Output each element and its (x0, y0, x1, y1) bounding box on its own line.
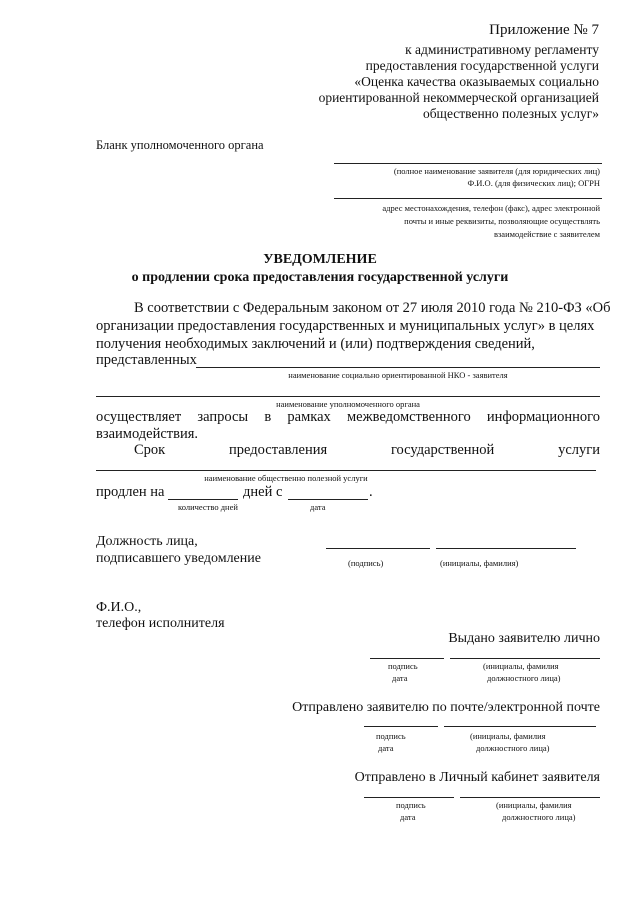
appendix-line: общественно полезных услуг» (422, 106, 599, 121)
applicant-address-line (334, 198, 602, 199)
signature-line (326, 548, 430, 549)
word: услуги (558, 442, 600, 458)
issued-initials-line (450, 658, 600, 659)
blank-label: Бланк уполномоченного органа (96, 138, 264, 152)
document-subtitle: о продлении срока предоставления государственной услуги (131, 270, 509, 285)
mail-sign-line (364, 726, 438, 727)
issued-sign-line (370, 658, 444, 659)
word: рамках (287, 409, 331, 425)
issued-heading: Выдано заявителю лично (448, 631, 600, 646)
word: предоставления (229, 442, 328, 458)
mail-heading: Отправлено заявителю по почте/электронной почте (292, 700, 600, 715)
service-caption: наименование общественно полезной услуги (204, 473, 368, 483)
term-line (134, 442, 600, 459)
word: запросы (197, 409, 249, 425)
position-label: Должность лица, (96, 534, 198, 549)
requests-line (96, 409, 600, 426)
initials-line (436, 548, 576, 549)
cabinet-official-caption: должностного лица) (502, 812, 576, 822)
applicant-caption: взаимодействие с заявителем (493, 229, 600, 239)
cabinet-heading: Отправлено в Личный кабинет заявителя (354, 770, 600, 785)
word: осуществляет (96, 409, 182, 425)
applicant-caption: (полное наименование заявителя (для юридических лиц) (393, 166, 600, 176)
cabinet-sign-caption: подпись (396, 800, 426, 810)
cabinet-initials-line (460, 797, 600, 798)
date-line (288, 499, 368, 500)
appendix-line: «Оценка качества оказываемых социально (354, 74, 599, 89)
initials-caption: (инициалы, фамилия) (440, 558, 519, 568)
word: информационного (486, 409, 600, 425)
nko-name-line (196, 367, 600, 368)
date-caption: дата (310, 502, 326, 512)
cabinet-sign-line (364, 797, 454, 798)
cabinet-date-caption: дата (400, 812, 416, 822)
mail-initials-caption: (инициалы, фамилия (470, 731, 546, 741)
executor-fio: Ф.И.О., (96, 600, 142, 615)
nko-caption: наименование социально ориентированной НКО - заявителя (288, 370, 508, 380)
word: межведомственного (346, 409, 471, 425)
days-line (168, 499, 238, 500)
represented-label: представленных (96, 352, 197, 368)
issued-initials-caption: (инициалы, фамилия (483, 661, 559, 671)
document-title: УВЕДОМЛЕНИЕ (263, 252, 377, 267)
applicant-caption: почты и иные реквизиты, позволяющие осуществлять (404, 216, 600, 226)
applicant-name-line (334, 163, 602, 164)
mail-date-caption: дата (378, 743, 394, 753)
period: . (369, 484, 373, 500)
extended-label: продлен на (96, 484, 165, 500)
mail-sign-caption: подпись (376, 731, 406, 741)
body-line: организации предоставления государственных и муниципальных услуг» в целях (96, 318, 595, 334)
word: в (264, 409, 272, 425)
interaction-text: взаимодействия. (96, 426, 199, 442)
issued-official-caption: должностного лица) (487, 673, 561, 683)
days-caption: количество дней (178, 502, 238, 512)
issued-sign-caption: подпись (388, 661, 418, 671)
executor-phone: телефон исполнителя (96, 616, 225, 631)
position-label: подписавшего уведомление (96, 551, 261, 566)
word: Срок (134, 442, 166, 458)
organ-caption: наименование уполномоченного органа (276, 399, 420, 409)
cabinet-initials-caption: (инициалы, фамилия (496, 800, 572, 810)
applicant-caption: Ф.И.О. (для физических лиц); ОГРН (467, 178, 600, 188)
appendix-line: предоставления государственной услуги (365, 58, 599, 73)
appendix-line: ориентированной некоммерческой организацией (318, 90, 599, 105)
word: государственной (390, 442, 495, 458)
signature-caption: (подпись) (348, 558, 384, 568)
organ-name-line (96, 396, 600, 397)
appendix-number: Приложение № 7 (489, 22, 599, 38)
issued-date-caption: дата (392, 673, 408, 683)
days-word: дней с (243, 484, 283, 500)
mail-official-caption: должностного лица) (476, 743, 550, 753)
body-line: получения необходимых заключений и (или) подтверждения сведений, (96, 336, 535, 352)
appendix-line: к административному регламенту (405, 42, 599, 57)
body-line: В соответствии с Федеральным законом от 27 июля 2010 года № 210-ФЗ «Об (134, 300, 611, 316)
service-name-line (96, 470, 596, 471)
mail-initials-line (444, 726, 596, 727)
applicant-caption: адрес местонахождения, телефон (факс), адрес электронной (382, 203, 600, 213)
